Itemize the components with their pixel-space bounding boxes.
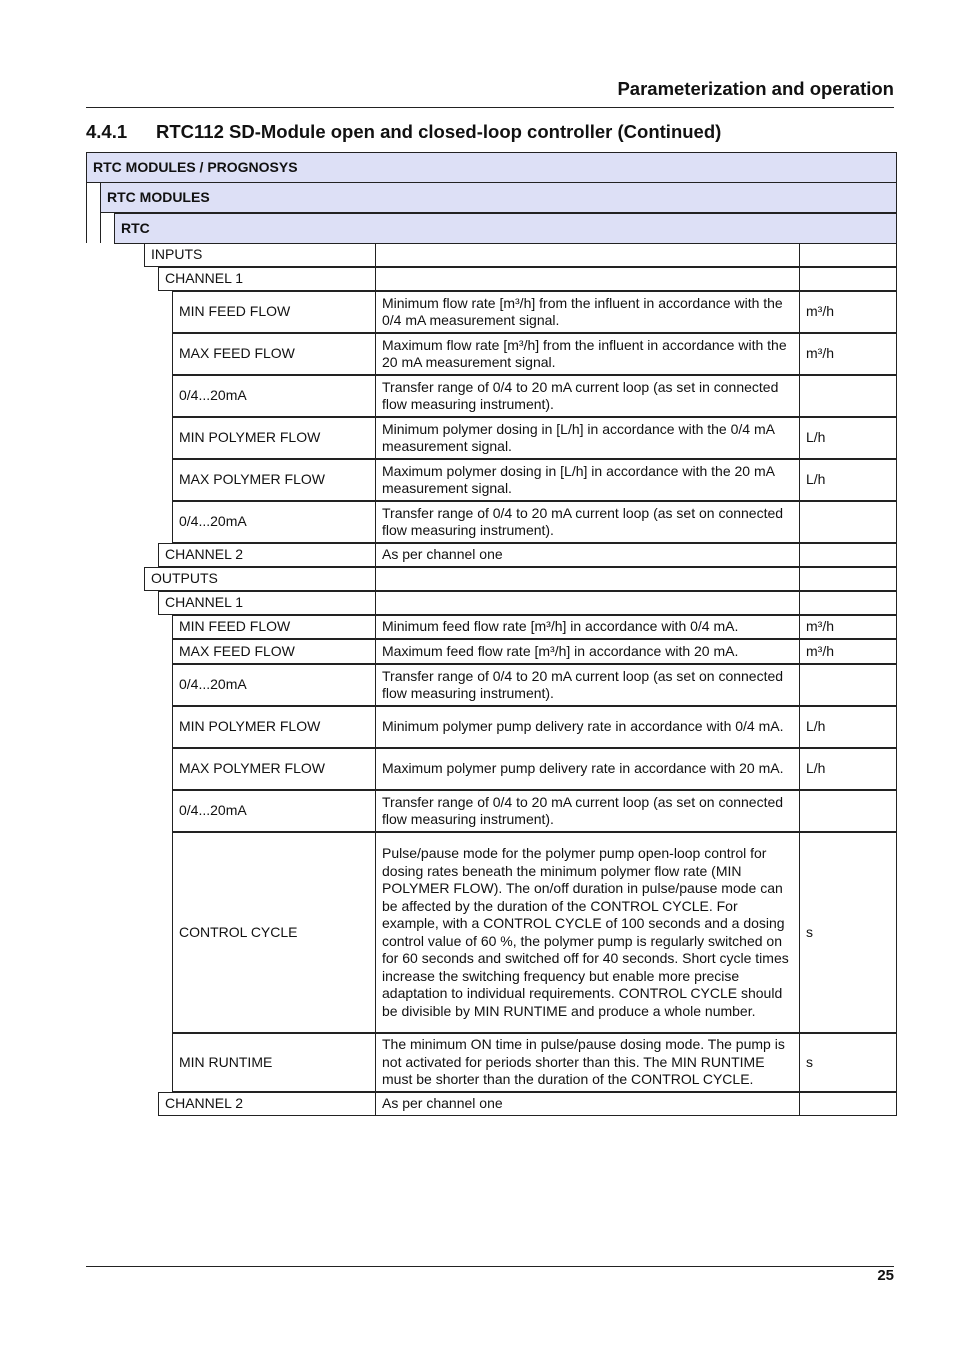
parameter-description: Minimum flow rate [m³/h] from the influent in accordance with the 0/4 mA measurement signal.: [375, 291, 800, 333]
parameter-unit: L/h: [799, 459, 897, 501]
section-title-text: RTC112 SD-Module open and closed-loop controller (Continued): [156, 121, 722, 142]
parameter-unit: [799, 591, 897, 615]
parameter-unit: m³/h: [799, 333, 897, 375]
parameter-name: 0/4...20mA: [172, 375, 376, 417]
indent-rule: [86, 183, 87, 243]
parameter-description: Maximum polymer dosing in [L/h] in accordance with the 20 mA measurement signal.: [375, 459, 800, 501]
parameter-unit: s: [799, 1033, 897, 1092]
parameter-description: Pulse/pause mode for the polymer pump open-loop control for dosing rates beneath the minimum polymer flow rate (MIN POLYMER FLOW). The on/off duration in pulse/pause mode can be affected by the duration of the CONTROL CYCLE. For example, with a CONTROL CYCLE of 100 seconds and a dosing control value of 60 %, the polymer pump is regularly switched on for 60 seconds and switched off for 40 seconds. Short cycle times increase the switching frequency but enable more precise adaptation to individual requirements. CONTROL CYCLE should be divisible by MIN RUNTIME and produce a whole number.: [375, 832, 800, 1033]
parameter-description: Minimum polymer dosing in [L/h] in accordance with the 0/4 mA measurement signal.: [375, 417, 800, 459]
parameter-unit: [799, 567, 897, 591]
parameter-unit: [799, 790, 897, 832]
parameter-description: Minimum polymer pump delivery rate in accordance with 0/4 mA.: [375, 706, 800, 748]
parameter-description: Minimum feed flow rate [m³/h] in accordance with 0/4 mA.: [375, 615, 800, 639]
parameter-name: INPUTS: [144, 243, 376, 267]
parameter-unit: m³/h: [799, 639, 897, 664]
parameter-description: As per channel one: [375, 543, 800, 567]
parameter-unit: [799, 664, 897, 706]
parameter-name: MAX POLYMER FLOW: [172, 459, 376, 501]
parameter-name: 0/4...20mA: [172, 501, 376, 543]
parameter-description: Transfer range of 0/4 to 20 mA current loop (as set in connected flow measuring instrument).: [375, 375, 800, 417]
parameter-name: 0/4...20mA: [172, 790, 376, 832]
parameter-name: MIN FEED FLOW: [172, 291, 376, 333]
parameter-description: [375, 243, 800, 267]
parameter-name: CHANNEL 2: [158, 543, 376, 567]
parameter-description: Transfer range of 0/4 to 20 mA current loop (as set on connected flow measuring instrument).: [375, 790, 800, 832]
parameter-unit: [799, 375, 897, 417]
parameter-unit: L/h: [799, 417, 897, 459]
parameter-description: [375, 591, 800, 615]
parameter-description: Maximum flow rate [m³/h] from the influent in accordance with the 20 mA measurement signal.: [375, 333, 800, 375]
parameter-name: MAX FEED FLOW: [172, 333, 376, 375]
indent-rule: [100, 213, 101, 243]
menu-header-2: RTC MODULES: [100, 182, 897, 213]
parameter-name: MIN RUNTIME: [172, 1033, 376, 1092]
parameter-unit: [799, 243, 897, 267]
parameter-name: MAX FEED FLOW: [172, 639, 376, 664]
parameter-name: CHANNEL 1: [158, 591, 376, 615]
running-header: Parameterization and operation: [617, 78, 894, 99]
section-number: 4.4.1: [86, 121, 128, 142]
parameter-unit: [799, 1092, 897, 1116]
parameter-unit: m³/h: [799, 615, 897, 639]
parameter-description: Maximum polymer pump delivery rate in accordance with 20 mA.: [375, 748, 800, 790]
parameter-name: MIN POLYMER FLOW: [172, 706, 376, 748]
parameter-description: Maximum feed flow rate [m³/h] in accordance with 20 mA.: [375, 639, 800, 664]
parameter-description: The minimum ON time in pulse/pause dosing mode. The pump is not activated for periods shorter than this. The MIN RUNTIME must be shorter than the duration of the CONTROL CYCLE.: [375, 1033, 800, 1092]
parameter-description: [375, 567, 800, 591]
parameter-description: Transfer range of 0/4 to 20 mA current loop (as set on connected flow measuring instrument).: [375, 664, 800, 706]
parameter-description: [375, 267, 800, 291]
parameter-unit: L/h: [799, 748, 897, 790]
parameter-name: 0/4...20mA: [172, 664, 376, 706]
menu-header-1: RTC MODULES / PROGNOSYS: [86, 152, 897, 183]
parameter-name: OUTPUTS: [144, 567, 376, 591]
parameter-name: CHANNEL 1: [158, 267, 376, 291]
parameter-description: Transfer range of 0/4 to 20 mA current loop (as set on connected flow measuring instrument).: [375, 501, 800, 543]
menu-header-3: RTC: [114, 213, 897, 244]
parameter-name: MIN POLYMER FLOW: [172, 417, 376, 459]
parameter-name: CHANNEL 2: [158, 1092, 376, 1116]
parameter-unit: [799, 543, 897, 567]
parameter-name: MIN FEED FLOW: [172, 615, 376, 639]
parameter-unit: [799, 501, 897, 543]
parameter-unit: [799, 267, 897, 291]
page-number: 25: [877, 1267, 894, 1284]
parameter-name: CONTROL CYCLE: [172, 832, 376, 1033]
parameter-name: MAX POLYMER FLOW: [172, 748, 376, 790]
parameter-unit: m³/h: [799, 291, 897, 333]
parameter-unit: s: [799, 832, 897, 1033]
parameter-unit: L/h: [799, 706, 897, 748]
parameter-description: As per channel one: [375, 1092, 800, 1116]
